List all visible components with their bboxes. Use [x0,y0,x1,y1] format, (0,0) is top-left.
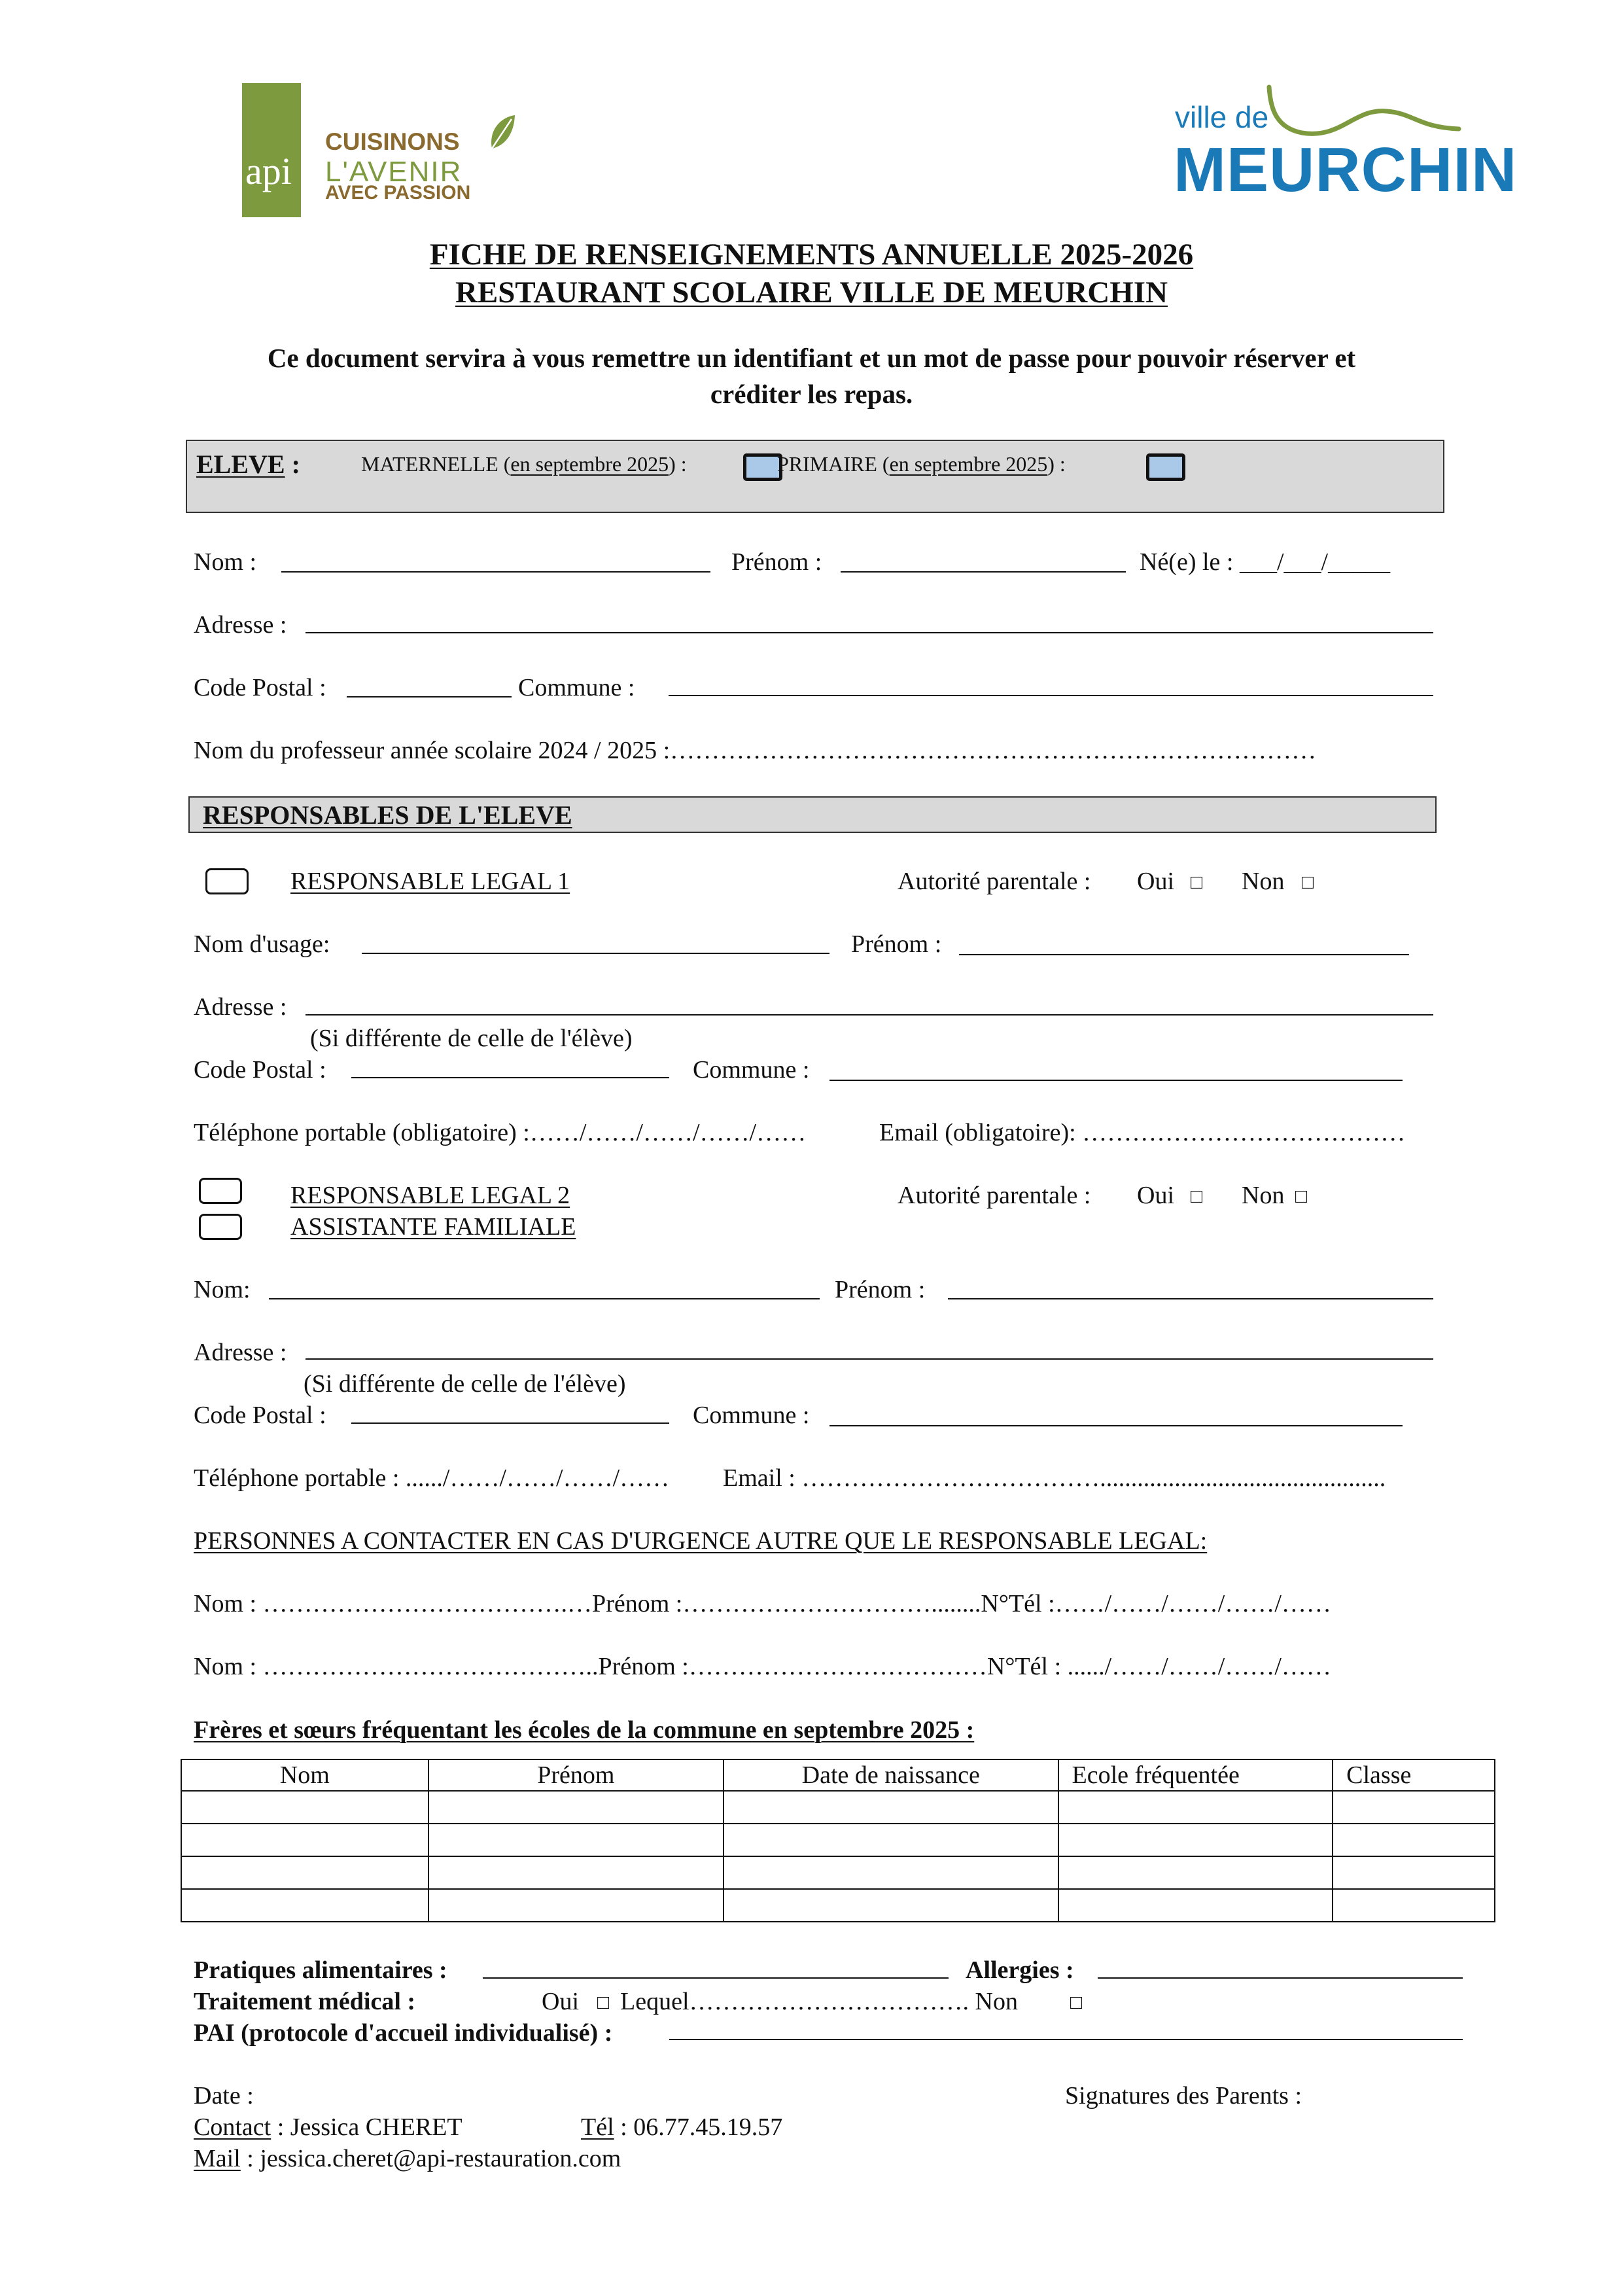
mail-value: : jessica.cheret@api-restauration.com [240,2145,621,2172]
maternelle-label [361,453,687,474]
eleve-adresse-field[interactable] [305,632,1433,633]
legal2-nom-label: Nom: [194,1276,251,1303]
table-cell[interactable] [428,1856,724,1889]
legal2-prenom-field[interactable] [948,1298,1433,1299]
table-row [181,1856,1495,1889]
pai-field[interactable] [669,2039,1463,2040]
siblings-table [181,1759,1495,1922]
eleve-adresse-label: Adresse : [194,611,287,639]
siblings-header: Frères et sœurs fréquentant les écoles de la commune en septembre 2025 : [194,1716,975,1744]
page-title-line1: FICHE DE RENSEIGNEMENTS ANNUELLE 2025-2026 [429,238,1194,272]
urgence-header: PERSONNES A CONTACTER EN CAS D'URGENCE AUTRE QUE LE RESPONSABLE LEGAL: [194,1527,1208,1555]
maternelle-checkbox[interactable] [743,453,782,481]
urgence-contact-row-1[interactable]: Nom : ……………………………….…Prénom :…………………………........N°Tél :……/……/……/……/…… [194,1590,1331,1617]
table-row [181,1824,1495,1856]
legal2-adresse-field[interactable] [305,1358,1433,1360]
traitement-oui-label: Oui [542,1988,579,2015]
responsable-legal1-checkbox[interactable] [205,868,249,894]
siblings-table-header-row [181,1759,1495,1791]
pratiques-alimentaires-label: Pratiques alimentaires : [194,1956,447,1984]
siblings-col-ecole: Ecole fréquentée [1058,1759,1333,1791]
legal1-prenom-label: Prénom : [851,930,942,958]
table-cell[interactable] [724,1856,1058,1889]
traitement-medical-label: Traitement médical : [194,1988,416,2015]
legal1-nom-label: Nom d'usage: [194,930,330,958]
date-label: Date : [194,2082,254,2110]
eleve-commune-field[interactable] [669,695,1433,696]
eleve-commune-label: Commune : [518,674,635,701]
eleve-label-colon: : [285,450,300,479]
legal2-code-postal-label: Code Postal : [194,1402,326,1429]
eleve-nom-label: Nom : [194,548,257,576]
legal1-telephone-field[interactable]: Téléphone portable (obligatoire) :……/……/……/……/…… [194,1119,807,1146]
responsables-header: RESPONSABLES DE L'ELEVE [203,800,572,830]
table-cell[interactable] [1058,1791,1333,1824]
legal1-autorite-label: Autorité parentale : [898,868,1091,895]
assistante-familiale-label: ASSISTANTE FAMILIALE [290,1213,576,1241]
table-cell[interactable] [1333,1856,1495,1889]
traitement-lequel-field[interactable]: Lequel……………………………. Non [620,1988,1018,2015]
legal2-adresse-label: Adresse : [194,1339,287,1366]
eleve-prenom-label: Prénom : [731,548,822,576]
siblings-col-classe: Classe [1333,1759,1495,1791]
legal1-non-checkbox[interactable]: □ [1302,872,1314,893]
legal1-non-label: Non [1242,868,1285,895]
table-cell[interactable] [1333,1791,1495,1824]
maternelle-text: MATERNELLE ( [361,452,511,476]
legal2-telephone-field[interactable]: Téléphone portable : ....../……/……/……/…… [194,1464,670,1492]
contact-value: : Jessica CHERET [271,2113,462,2141]
eleve-nom-field[interactable] [281,571,710,573]
legal2-code-postal-field[interactable] [351,1422,669,1424]
page-title-line2: RESTAURANT SCOLAIRE VILLE DE MEURCHIN [455,275,1168,309]
api-logo-line3: AVEC PASSION [325,182,471,203]
siblings-col-date-naissance: Date de naissance [724,1759,1058,1791]
legal1-adresse-label: Adresse : [194,993,287,1021]
legal1-adresse-field[interactable] [305,1014,1433,1016]
responsable-legal2-checkbox[interactable] [199,1178,242,1204]
eleve-label-text: ELEVE [196,450,285,479]
intro-line2: créditer les repas. [710,379,913,409]
legal2-email-field[interactable]: Email : ……………………………….............................................. [723,1464,1386,1492]
primaire-text: PRIMAIRE ( [777,452,890,476]
tel-line [581,2115,782,2140]
eleve-code-postal-field[interactable] [347,696,512,698]
table-row [181,1889,1495,1922]
eleve-code-postal-label: Code Postal : [194,674,326,701]
mail-line [194,2146,621,2171]
eleve-prenom-field[interactable] [841,571,1126,573]
legal1-nom-field[interactable] [362,953,829,954]
table-cell[interactable] [1058,1889,1333,1922]
legal2-autorite-label: Autorité parentale : [898,1182,1091,1209]
table-cell[interactable] [181,1824,428,1856]
api-logo-line1: CUISINONS [325,128,460,155]
legal2-non-checkbox[interactable]: □ [1295,1186,1308,1207]
table-cell[interactable] [428,1791,724,1824]
tel-value: : 06.77.45.19.57 [614,2113,783,2141]
legal1-code-postal-field[interactable] [351,1077,669,1078]
legal2-commune-field[interactable] [829,1425,1403,1426]
legal2-non-label: Non [1242,1182,1285,1209]
table-cell[interactable] [428,1824,724,1856]
table-cell[interactable] [1333,1824,1495,1856]
legal1-prenom-field[interactable] [959,954,1409,955]
tel-label: Tél [581,2113,614,2141]
signatures-label: Signatures des Parents : [1065,2082,1302,2110]
traitement-oui-checkbox[interactable]: □ [597,1992,610,2013]
siblings-col-nom: Nom [181,1759,428,1791]
legal2-oui-label: Oui [1137,1182,1174,1209]
siblings-col-prenom: Prénom [428,1759,724,1791]
primaire-checkbox[interactable] [1146,453,1185,481]
legal2-nom-field[interactable] [269,1298,820,1299]
intro-line1: Ce document servira à vous remettre un identifiant et un mot de passe pour pouvoir réserver et [267,343,1356,373]
assistante-familiale-checkbox[interactable] [199,1214,242,1240]
legal2-oui-checkbox[interactable]: □ [1191,1186,1203,1207]
table-cell[interactable] [181,1856,428,1889]
allergies-label: Allergies : [966,1956,1074,1984]
meurchin-logo-line2: MEURCHIN [1174,135,1518,205]
primaire-label [777,453,1066,474]
meurchin-logo-line1: ville de [1175,100,1269,134]
responsable-legal2-label: RESPONSABLE LEGAL 2 [290,1182,570,1209]
legal1-code-postal-label: Code Postal : [194,1056,326,1084]
legal2-commune-label: Commune : [693,1402,810,1429]
table-cell[interactable] [1058,1824,1333,1856]
table-cell[interactable] [724,1889,1058,1922]
eleve-naissance-field[interactable]: Né(e) le : ___/___/_____ [1140,548,1391,576]
table-row [181,1791,1495,1824]
legal1-oui-checkbox[interactable]: □ [1191,872,1203,893]
contact-label: Contact [194,2113,271,2141]
mail-label: Mail [194,2145,241,2172]
primaire-date: en septembre 2025 [889,452,1048,476]
maternelle-date: en septembre 2025 [510,452,669,476]
primaire-end: ) : [1047,452,1066,476]
traitement-non-checkbox[interactable]: □ [1070,1992,1083,2013]
pratiques-alimentaires-field[interactable] [483,1977,949,1979]
eleve-header-box [186,440,1444,513]
table-cell[interactable] [1058,1856,1333,1889]
table-cell[interactable] [181,1791,428,1824]
legal1-oui-label: Oui [1137,868,1174,895]
legal2-prenom-label: Prénom : [835,1276,926,1303]
legal1-commune-label: Commune : [693,1056,810,1084]
table-cell[interactable] [428,1889,724,1922]
api-logo-mark: api [245,150,292,192]
contact-line [194,2115,462,2140]
eleve-label [196,451,300,478]
eleve-professeur-field[interactable]: Nom du professeur année scolaire 2024 / 2025 :…………………………………………………………………… [194,737,1317,764]
allergies-field[interactable] [1098,1977,1463,1979]
table-cell[interactable] [724,1824,1058,1856]
api-logo-line2: L'AVENIR [325,156,462,188]
maternelle-end: ) : [669,452,687,476]
table-cell[interactable] [181,1889,428,1922]
table-cell[interactable] [1333,1889,1495,1922]
legal1-si-differente: (Si différente de celle de l'élève) [310,1025,633,1052]
leaf-icon [485,113,518,152]
responsable-legal1-label: RESPONSABLE LEGAL 1 [290,868,570,895]
legal2-si-differente: (Si différente de celle de l'élève) [304,1370,626,1398]
pai-label: PAI (protocole d'accueil individualisé) : [194,2019,613,2047]
legal1-commune-field[interactable] [829,1080,1403,1081]
legal1-email-field[interactable]: Email (obligatoire): ………………………………… [879,1119,1406,1146]
urgence-contact-row-2[interactable]: Nom : …………………………………..Prénom :………………………………N°Tél : ....../……/……/……/…… [194,1653,1331,1680]
table-cell[interactable] [724,1791,1058,1824]
